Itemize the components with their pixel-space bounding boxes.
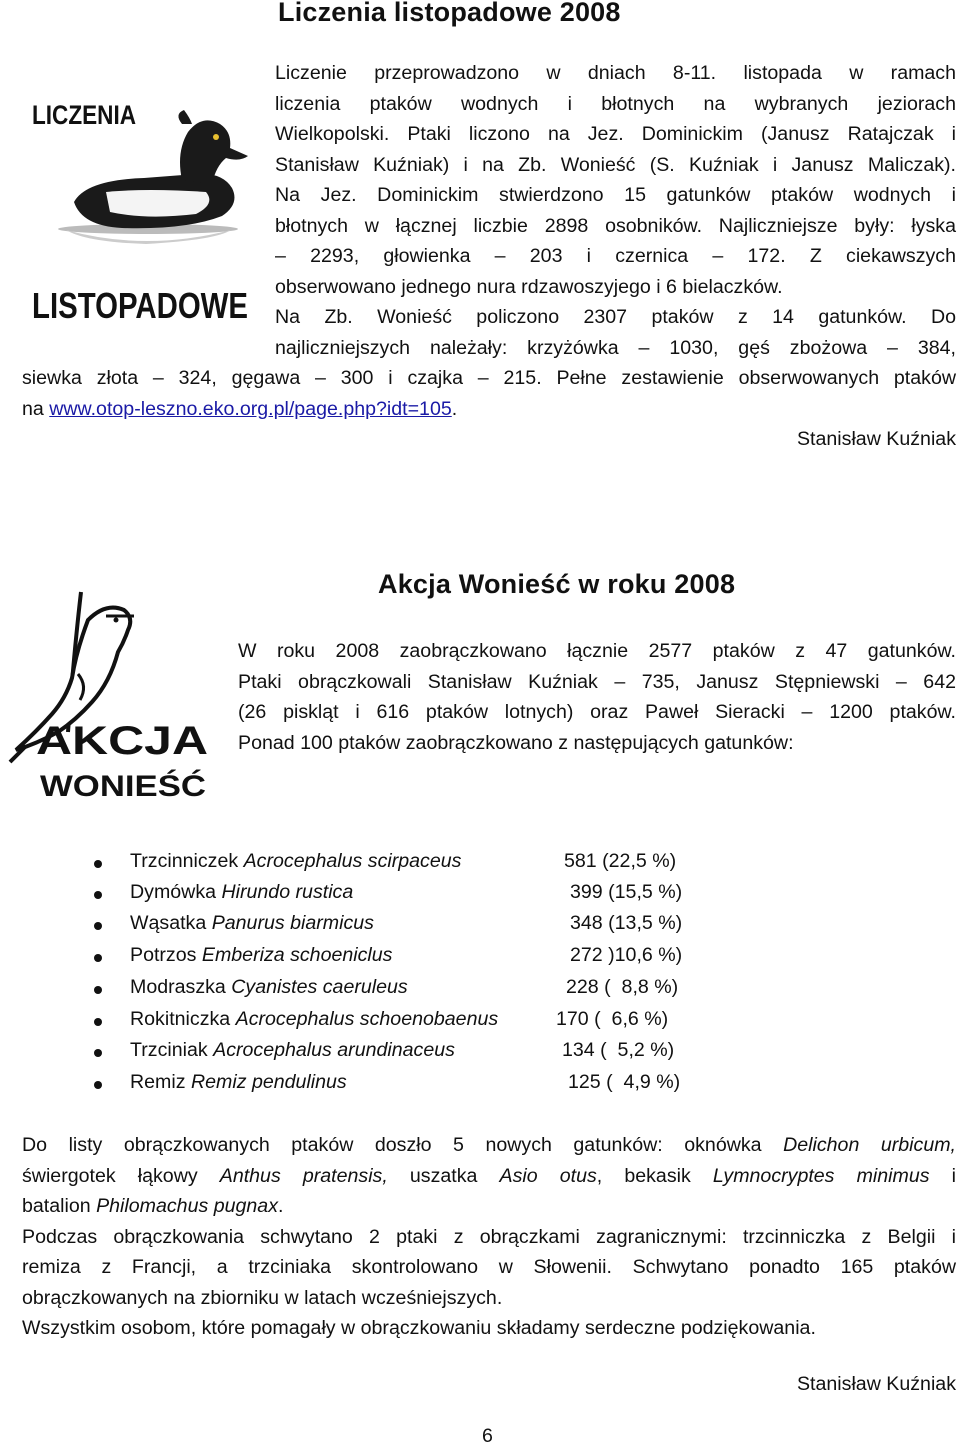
logo-top-text: LICZENIA [32,100,136,130]
section1-line: obserwowano jednego nura rdzawoszyjego i 6 bielaczków. [275,275,783,298]
species-count: 134 ( 5,2 %) [562,1039,675,1061]
section1-line: Na Jez. Dominickim stwierdzono 15 gatunków ptaków wodnych i [275,184,956,206]
bird-icon [6,582,228,808]
section1-text-block [275,58,956,363]
bullet-icon [94,1049,102,1057]
bullet-icon [94,860,102,868]
section2-line: Ponad 100 ptaków zaobrączkowano z następujących gatunków: [238,731,794,754]
species-latin: Cyanistes caeruleus [231,976,408,998]
bullet-icon [94,1018,102,1026]
species-count: 170 ( 6,6 %) [556,1008,669,1030]
otop-link[interactable]: www.otop-leszno.eko.org.pl/page.php?idt=105 [49,397,452,420]
species-latin: Emberiza schoeniclus [201,944,393,966]
bullet-icon [94,922,102,930]
section1-line: Stanisław Kuźniak) i na Zb. Wonieść (S. Kuźniak i Janusz Maliczak). [275,153,956,176]
section1-line: błotnych w łącznej liczbie 2898 osobników. Najliczniejsze były: łyska [275,214,956,237]
thanks-line: Wszystkim osobom, które pomagały w obrączkowaniu składamy serdeczne podziękowania. [22,1317,816,1339]
section1-author: Stanisław Kuźniak [796,428,956,450]
logo-bottom-text: LISTOPADOWE [32,285,248,326]
section1-title: Liczenia listopadowe 2008 [278,0,621,27]
species-latin: Acrocephalus scirpaceus [243,850,462,872]
species-count: 581 (22,5 %) [564,850,677,872]
section1-text-block-wide [22,363,956,455]
species-name: Dymówka [130,881,217,903]
species-count: 228 ( 8,8 %) [566,976,679,998]
section2-line: W roku 2008 zaobrączkowano łącznie 2577 ptaków z 47 gatunków. [238,640,956,662]
section2-title: Akcja Wonieść w roku 2008 [378,569,736,599]
section2-intro [238,636,956,758]
bullet-icon [94,891,102,899]
link-prefix: na [22,397,50,420]
para2-line: remiza z Francji, a trzciniaka skontrolowano w Słowenii. Schwytano ponadto 165 ptaków [22,1256,956,1278]
species-count: 348 (13,5 %) [570,912,683,934]
species-name: Remiz [130,1071,186,1093]
species-count: 272 )10,6 %) [570,944,683,966]
bullet-icon [94,1081,102,1089]
duck-icon [26,92,258,332]
species-name: Modraszka [130,976,226,998]
species-count: 125 ( 4,9 %) [568,1071,681,1093]
link-suffix: . [451,397,458,420]
new-species-paragraph: Do listy obrączkowanych ptaków doszło 5 nowych gatunków: oknówka Delichon urbicum, świergotek łąkowy Anthus pratensis, uszatka Asio otus, bekasik Lymnocryptes minimus i batalion Philomachus pugnax. Podczas obrączkowania schwytano 2 ptaki z obrączkami zagranicznymi: trzcinniczka z Belgii i remiza z Francji, a trzciniaka skontrolowano w Słowenii. Schwytano ponadto 165 ptaków obrączkowanych na zbiorniku w latach wcześniejszych. Wszystkim osobom, które pomagały w obrączkowaniu składamy serdeczne podziękowania. [22,1130,956,1344]
section2-line: (26 piskląt i 616 ptaków lotnych) oraz Paweł Sieracki – 1200 ptaków. [238,701,956,723]
para2-line: obrączkowanych na zbiorniku w latach wcześniejszych. [22,1286,503,1309]
logo-line1: AKCJA [36,719,208,763]
section1-line: liczenia ptaków wodnych i błotnych na wybranych jeziorach [275,92,956,115]
species-latin: Acrocephalus schoenobaenus [235,1008,499,1030]
species-name: Trzciniak [130,1039,208,1061]
species-latin: Remiz pendulinus [190,1071,347,1093]
logo-line2: WONIEŚĆ [40,770,184,803]
species-name: Trzcinniczek [130,850,239,872]
section1-line: Liczenie przeprowadzono w dniach 8-11. listopada w ramach [275,62,956,84]
section1-line: – 2293, głowienka – 203 i czernica – 172. Z ciekawszych [275,245,956,267]
link-line [22,394,956,425]
page-number: 6 [482,1425,493,1447]
bullet-icon [94,954,102,962]
liczenia-logo [26,92,258,332]
section1-line: Wielkopolski. Ptaki liczono na Jez. Dominickim (Janusz Ratajczak i [275,123,956,145]
section2-author: Stanisław Kuźniak [796,1373,956,1395]
akcja-logo [6,582,228,808]
species-name: Wąsatka [130,912,207,934]
section1-line: Na Zb. Wonieść policzono 2307 ptaków z 14 gatunków. Do [275,306,956,328]
bullet-icon [94,986,102,994]
para2-line: Podczas obrączkowania schwytano 2 ptaki z obrączkami zagranicznymi: trzcinniczka z Belgii i [22,1225,956,1248]
species-latin: Acrocephalus arundinaceus [213,1039,455,1061]
section1-line: najliczniejszych należały: krzyżówka – 1030, gęś zbożowa – 384, [275,336,956,359]
section1-line: siewka złota – 324, gęgawa – 300 i czajka – 215. Pełne zestawienie obserwowanych ptaków [22,367,956,389]
species-name: Potrzos [130,944,197,966]
species-latin: Panurus biarmicus [211,912,374,934]
species-latin: Hirundo rustica [221,881,354,903]
species-list [0,848,960,1108]
species-count: 399 (15,5 %) [570,881,683,903]
species-name: Rokitniczka [130,1008,231,1030]
section2-line: Ptaki obrączkowali Stanisław Kuźniak – 735, Janusz Stępniewski – 642 [238,670,956,693]
